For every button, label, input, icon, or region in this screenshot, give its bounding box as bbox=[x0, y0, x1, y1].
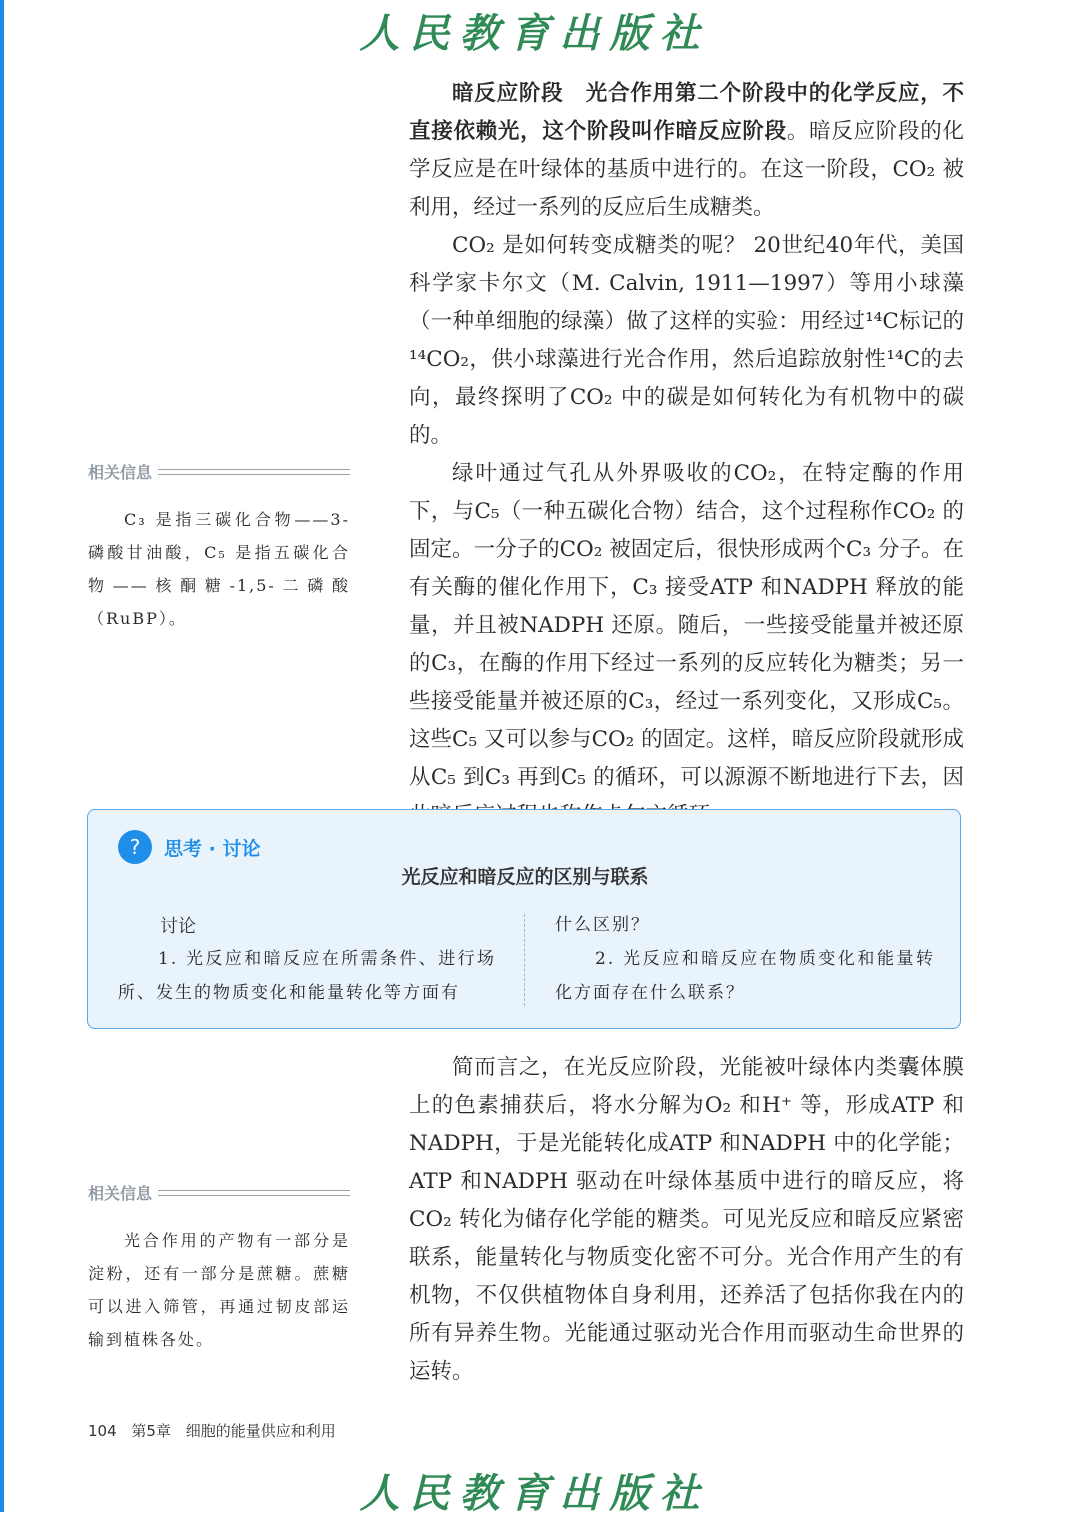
page-footer bbox=[88, 1420, 346, 1441]
page-edge-bar bbox=[0, 0, 4, 1512]
discussion-box bbox=[87, 809, 961, 1029]
discussion-divider bbox=[524, 914, 525, 1006]
sidebar-title-text: 相关信息 bbox=[88, 1184, 153, 1203]
publisher-watermark-top: 人民教育出版社 bbox=[359, 10, 710, 57]
main-text-upper bbox=[409, 75, 964, 835]
paragraph-lead-bold: 暗反应阶段 光合作用第二个阶段中的化学反应，不直接依赖光，这个阶段叫作暗反应阶段 bbox=[409, 81, 964, 144]
paragraph-calvin-experiment: CO₂ 是如何转变成糖类的呢？ 20世纪40年代，美国科学家卡尔文（M. Calvin, 1911—1997）等用小球藻（一种单细胞的绿藻）做了这样的实验：用经过¹⁴C标记的¹⁴CO₂，供小球藻进行光合作用，然后追踪放射性¹⁴C的去向，最终探明了CO₂ 中的碳是如何转化为有机物中的碳的。 bbox=[409, 233, 964, 448]
sidebar-text: 光合作用的产物有一部分是淀粉，还有一部分是蔗糖。蔗糖可以进入筛管，再通过韧皮部运输到植株各处。 bbox=[88, 1231, 350, 1349]
paragraph-summary: 简而言之，在光反应阶段，光能被叶绿体内类囊体膜上的色素捕获后，将水分解为O₂ 和H⁺ 等，形成ATP 和NADPH，于是光能转化成ATP 和NADPH 中的化学能；ATP 和NADPH 驱动在叶绿体基质中进行的暗反应，将CO₂ 转化为储存化学能的糖类。可见光反应和暗反应紧密联系，能量转化与物质变化密不可分。光合作用产生的有机物，不仅供植物体自身利用，还养活了包括你我在内的所有异养生物。光能通过驱动光合作用而驱动生命世界的运转。 bbox=[409, 1055, 964, 1384]
sidebar-text: C₃ 是指三碳化合物——3-磷酸甘油酸，C₅ 是指五碳化合物——核酮糖-1,5-二磷酸（RuBP）。 bbox=[88, 510, 350, 628]
sidebar-info-1 bbox=[88, 460, 350, 635]
discussion-right-column bbox=[555, 908, 935, 1010]
sidebar-title bbox=[88, 460, 350, 483]
discussion-question-1-continued: 什么区别？ bbox=[555, 915, 650, 935]
discussion-question-1: 1. 光反应和暗反应在所需条件、进行场所、发生的物质变化和能量转化等方面有 bbox=[118, 949, 496, 1003]
sidebar-divider bbox=[158, 1190, 350, 1196]
discussion-heading: 思考 · 讨论 bbox=[164, 838, 261, 860]
discussion-label: 讨论 bbox=[160, 916, 196, 937]
sidebar-info-2 bbox=[88, 1181, 350, 1356]
chapter-title: 细胞的能量供应和利用 bbox=[185, 1422, 336, 1440]
discussion-title: 光反应和暗反应的区别与联系 bbox=[401, 866, 649, 888]
page-number: 104 bbox=[88, 1422, 117, 1440]
question-icon: ? bbox=[118, 830, 152, 864]
paragraph-text: 。暗反应阶段的化学反应是在叶绿体的基质中进行的。在这一阶段，CO₂ 被利用，经过一系列的反应后生成糖类。 bbox=[409, 119, 964, 220]
paragraph-dark-reaction-intro bbox=[409, 75, 964, 227]
sidebar-title-text: 相关信息 bbox=[88, 463, 153, 482]
publisher-watermark-bottom: 人民教育出版社 bbox=[359, 1470, 710, 1517]
paragraph-co2-fixation: 绿叶通过气孔从外界吸收的CO₂，在特定酶的作用下，与C₅（一种五碳化合物）结合，这个过程称作CO₂ 的固定。一分子的CO₂ 被固定后，很快形成两个C₃ 分子。在有关酶的催化作用下，C₃ 接受ATP 和NADPH 释放的能量，并且被NADPH 还原。随后，一些接受能量并被还原的C₃，在酶的作用下经过一系列的反应转化为糖类；另一些接受能量并被还原的C₃，经过一系列变化，又形成C₅。这些C₅ 又可以参与CO₂ 的固定。这样，暗反应阶段就形成从C₅ 到C₃ 再到C₅ 的循环，可以源源不断地进行下去，因 bbox=[409, 461, 964, 790]
discussion-question-2: 2. 光反应和暗反应在物质变化和能量转化方面存在什么联系？ bbox=[555, 949, 935, 1003]
main-text-lower bbox=[409, 1049, 964, 1391]
sidebar-title bbox=[88, 1181, 350, 1204]
chapter-number: 第5章 bbox=[131, 1422, 171, 1440]
sidebar-divider bbox=[158, 469, 350, 475]
